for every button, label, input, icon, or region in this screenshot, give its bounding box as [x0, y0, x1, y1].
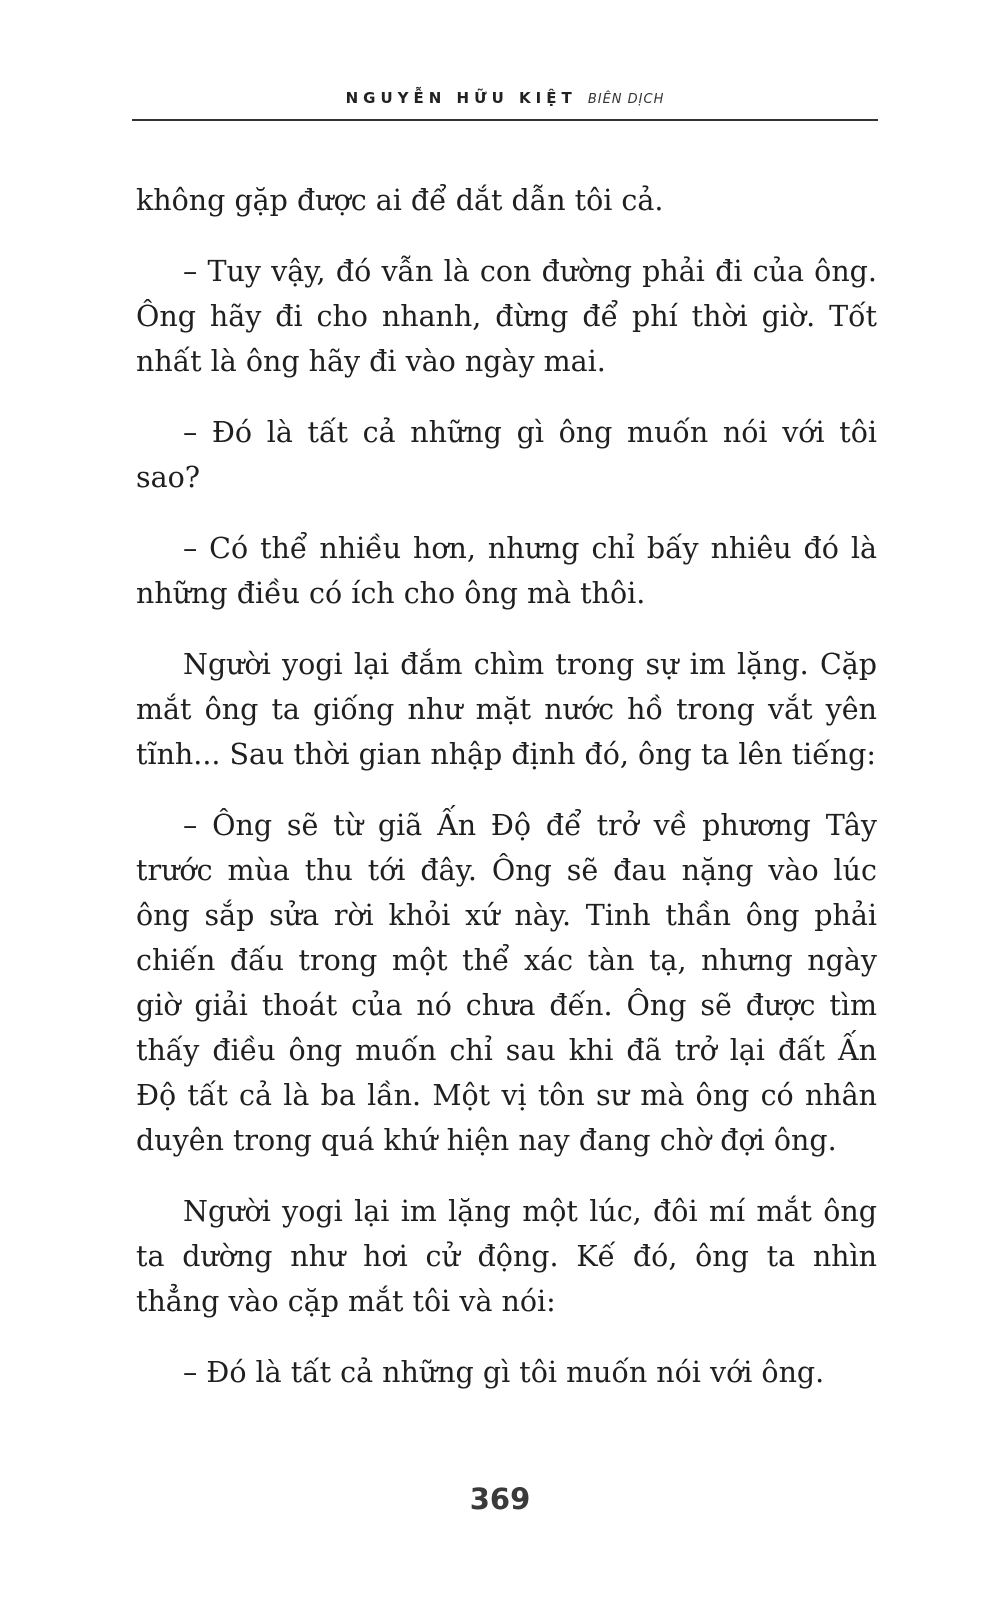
- page-number: 369: [469, 1482, 531, 1516]
- header-divider: [132, 119, 878, 121]
- paragraph: Người yogi lại im lặng một lúc, đôi mí mắt ông ta dường như hơi cử động. Kế đó, ông ta nhìn thẳng vào cặp mắt tôi và nói:: [136, 1195, 877, 1318]
- paragraph: không gặp được ai để dắt dẫn tôi cả.: [136, 184, 664, 217]
- paragraph: – Có thể nhiều hơn, nhưng chỉ bấy nhiêu đó là những điều có ích cho ông mà thôi.: [136, 532, 877, 610]
- header-role: BIÊN DỊCH: [587, 92, 665, 107]
- page-body: [136, 178, 877, 1421]
- paragraph: Người yogi lại đắm chìm trong sự im lặng. Cặp mắt ông ta giống như mặt nước hồ trong vắt yên tĩnh... Sau thời gian nhập định đó, ông ta lên tiếng:: [136, 648, 877, 771]
- running-header: [132, 88, 878, 107]
- paragraph: – Đó là tất cả những gì ông muốn nói với tôi sao?: [136, 416, 877, 494]
- header-author: NGUYỄN HỮU KIỆT: [345, 89, 577, 107]
- paragraph: – Ông sẽ từ giã Ấn Độ để trở về phương Tây trước mùa thu tới đây. Ông sẽ đau nặng vào lúc ông sắp sửa rời khỏi xứ này. Tinh thần ông phải chiến đấu trong một thể xác tàn tạ, nhưng ngày giờ giải thoát của nó chưa đến. Ông sẽ được tìm thấy điều ông muốn chỉ sau khi đã trở lại đất Ấn Độ tất cả là ba lần. Một vị tôn sư mà ông có nhân duyên trong quá khứ hiện nay đang chờ đợi ông.: [136, 809, 877, 1157]
- paragraph: – Tuy vậy, đó vẫn là con đường phải đi của ông. Ông hãy đi cho nhanh, đừng để phí thời giờ. Tốt nhất là ông hãy đi vào ngày mai.: [136, 255, 877, 378]
- paragraph: – Đó là tất cả những gì tôi muốn nói với ông.: [183, 1356, 825, 1389]
